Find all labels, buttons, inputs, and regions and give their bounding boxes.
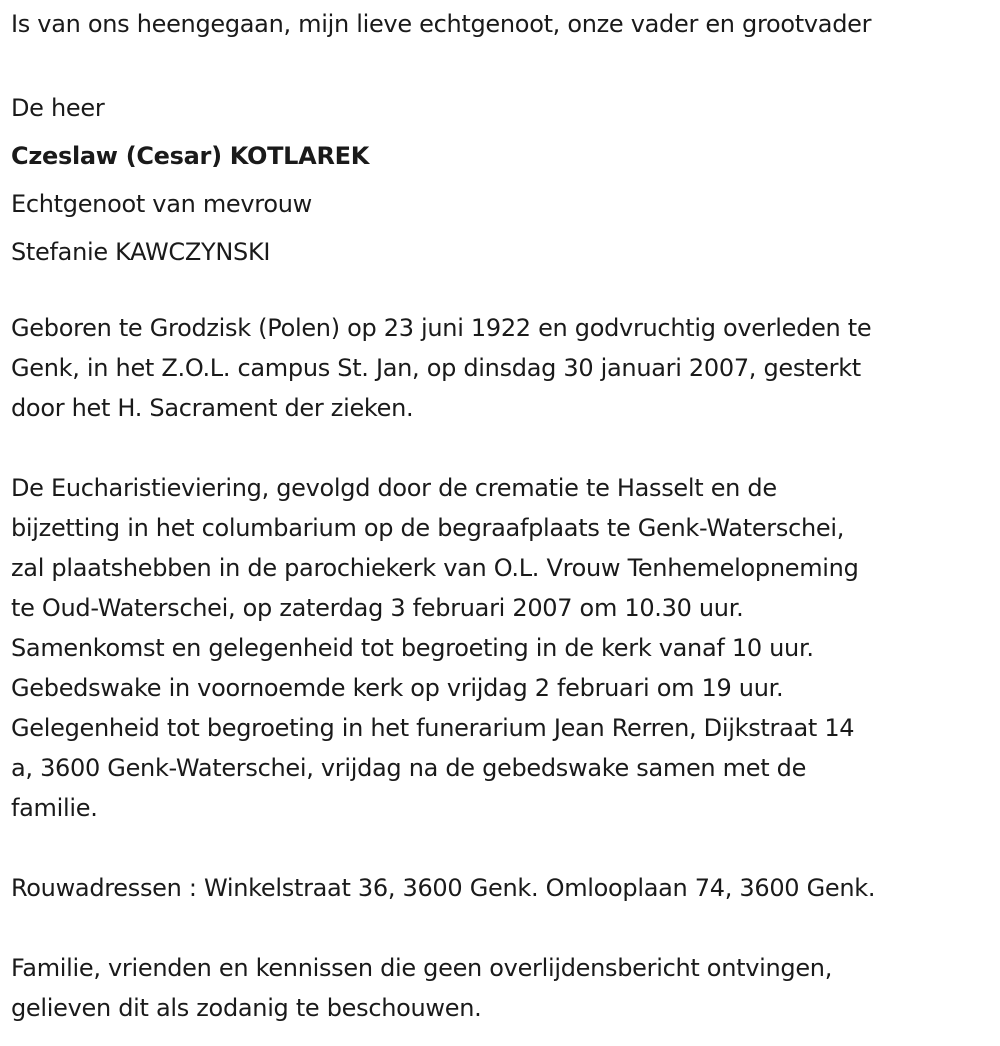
paragraph-line: a, 3600 Genk-Waterschei, vrijdag na de gebedswake samen met de: [11, 754, 807, 782]
paragraph-line: te Oud-Waterschei, op zaterdag 3 februari 2007 om 10.30 uur.: [11, 594, 744, 622]
paragraph-line: familie.: [11, 794, 98, 822]
paragraph-line: Familie, vrienden en kennissen die geen overlijdensbericht ontvingen,: [11, 954, 833, 982]
paragraph-line: bijzetting in het columbarium op de begraafplaats te Genk-Waterschei,: [11, 514, 845, 542]
deceased-name: Czeslaw (Cesar) KOTLAREK: [11, 142, 370, 170]
paragraph-line: Genk, in het Z.O.L. campus St. Jan, op dinsdag 30 januari 2007, gesterkt: [11, 354, 861, 382]
spacer: [11, 908, 991, 948]
spacer: [11, 428, 991, 468]
closing-paragraph: [11, 948, 991, 1028]
paragraph-line: Gebedswake in voornoemde kerk op vrijdag 2 februari om 19 uur.: [11, 674, 784, 702]
spouse-name: Stefanie KAWCZYNSKI: [11, 238, 271, 266]
title-prefix: De heer: [11, 94, 105, 122]
death-notice: [11, 4, 991, 1028]
paragraph-line: Gelegenheid tot begroeting in het funerarium Jean Rerren, Dijkstraat 14: [11, 714, 855, 742]
ceremony-paragraph: [11, 468, 991, 828]
paragraph-line: Samenkomst en gelegenheid tot begroeting in de kerk vanaf 10 uur.: [11, 634, 814, 662]
paragraph-line: De Eucharistieviering, gevolgd door de crematie te Hasselt en de: [11, 474, 777, 502]
mourning-addresses: Rouwadressen : Winkelstraat 36, 3600 Genk. Omlooplaan 74, 3600 Genk.: [11, 874, 876, 902]
spacer: [11, 44, 991, 84]
birth-paragraph: [11, 308, 991, 428]
spacer: [11, 276, 991, 308]
spouse-label: Echtgenoot van mevrouw: [11, 190, 312, 218]
paragraph-line: gelieven dit als zodanig te beschouwen.: [11, 994, 482, 1022]
spacer: [11, 828, 991, 868]
paragraph-line: zal plaatshebben in de parochiekerk van O.L. Vrouw Tenhemelopneming: [11, 554, 859, 582]
intro-text: Is van ons heengegaan, mijn lieve echtgenoot, onze vader en grootvader: [11, 10, 872, 38]
paragraph-line: door het H. Sacrament der zieken.: [11, 394, 414, 422]
paragraph-line: Geboren te Grodzisk (Polen) op 23 juni 1922 en godvruchtig overleden te: [11, 314, 872, 342]
